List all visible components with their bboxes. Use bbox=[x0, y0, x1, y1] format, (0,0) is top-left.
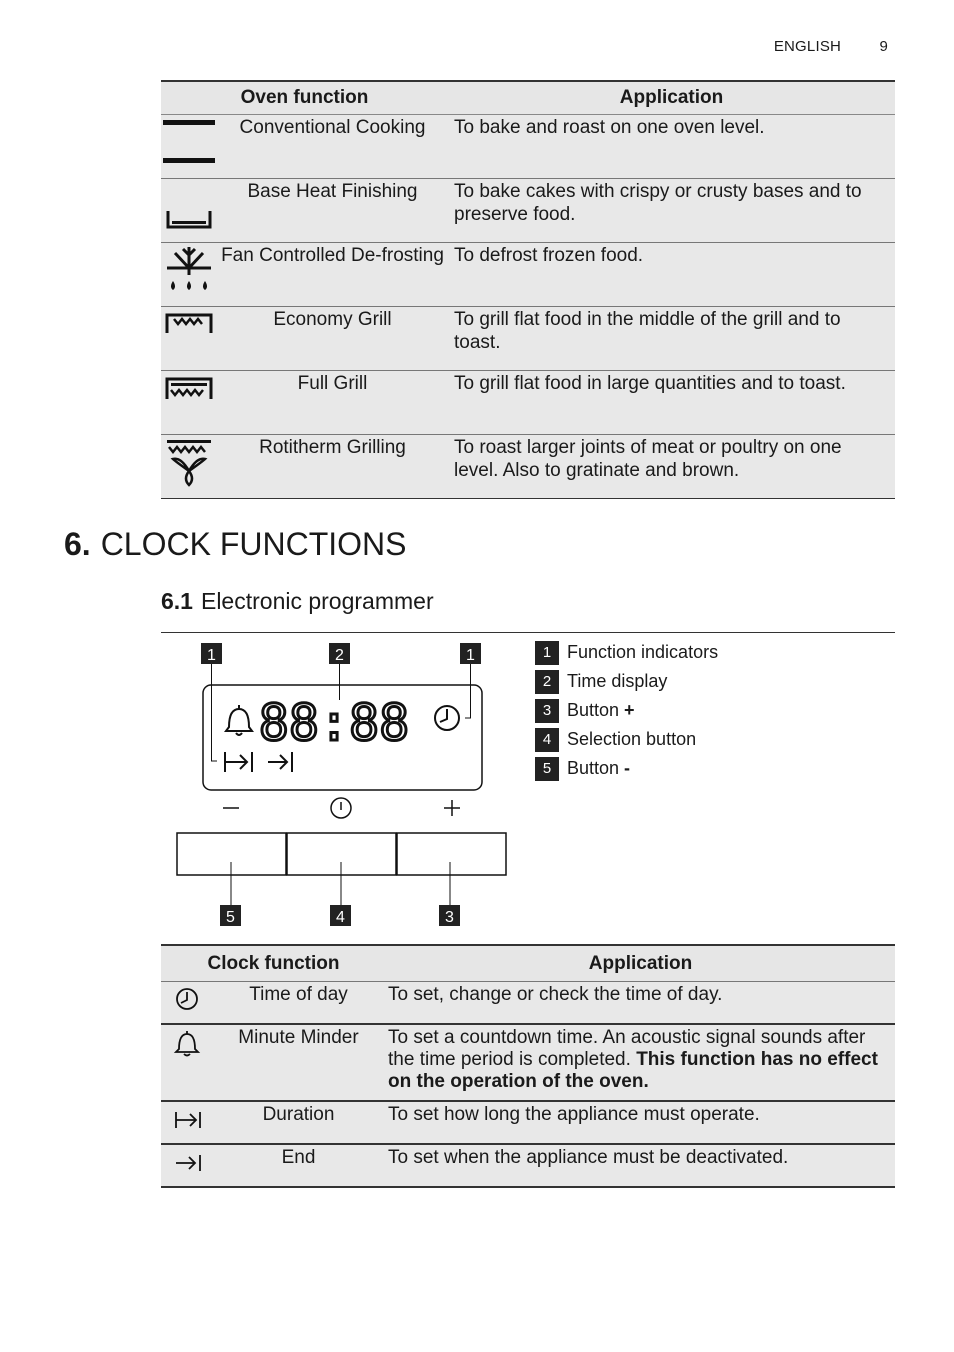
col-header-application: Application bbox=[448, 81, 895, 115]
function-name: Base Heat Finishing bbox=[217, 179, 448, 243]
power-icon bbox=[331, 798, 351, 818]
oven-function-table bbox=[161, 80, 895, 499]
clock-icon bbox=[435, 706, 459, 730]
function-name: Rotitherm Grilling bbox=[217, 435, 448, 499]
application-note: This function has no effect on the operation of the oven. bbox=[388, 1049, 878, 1092]
svg-text:1: 1 bbox=[466, 647, 475, 664]
function-name: Conventional Cooking bbox=[217, 115, 448, 179]
svg-text:1: 1 bbox=[207, 647, 216, 664]
clock-function-table bbox=[161, 944, 895, 1188]
programmer-diagram bbox=[161, 636, 521, 936]
table-row bbox=[161, 371, 895, 435]
table-row bbox=[161, 243, 895, 307]
function-application bbox=[386, 1024, 895, 1101]
legend-label: Function indicators bbox=[567, 642, 719, 662]
legend-number: 5 bbox=[535, 757, 559, 781]
legend-label: Selection button bbox=[567, 729, 697, 749]
legend-item bbox=[535, 754, 718, 783]
application-text: To set a countdown time. An acoustic signal sounds after the time period is completed. bbox=[388, 1027, 866, 1070]
col-header-clock-function: Clock function bbox=[161, 945, 386, 982]
conventional-cooking-icon bbox=[161, 115, 217, 179]
svg-text:2: 2 bbox=[335, 647, 344, 664]
rotitherm-icon bbox=[161, 435, 217, 499]
legend-number: 3 bbox=[535, 699, 559, 723]
legend-item bbox=[535, 667, 718, 696]
col-header-application: Application bbox=[386, 945, 895, 982]
section-heading bbox=[64, 526, 406, 563]
legend-symbol: + bbox=[624, 700, 635, 720]
bell-icon bbox=[161, 1024, 211, 1101]
callout-1-left bbox=[201, 643, 222, 664]
legend-item bbox=[535, 696, 718, 725]
legend-symbol: - bbox=[624, 758, 631, 778]
end-icon bbox=[161, 1144, 211, 1187]
table-row bbox=[161, 1144, 895, 1187]
table-row bbox=[161, 1024, 895, 1101]
time-display: 88:88 bbox=[258, 694, 410, 752]
defrost-icon bbox=[161, 243, 217, 307]
legend-label: Button bbox=[567, 758, 625, 778]
function-name: Economy Grill bbox=[217, 307, 448, 371]
callout-4 bbox=[330, 905, 351, 926]
callout-2 bbox=[329, 643, 350, 664]
table-row bbox=[161, 307, 895, 371]
plus-icon bbox=[444, 800, 460, 816]
table-row bbox=[161, 1101, 895, 1144]
svg-text:3: 3 bbox=[445, 909, 454, 926]
section-number: 6. bbox=[64, 526, 91, 562]
base-heat-icon bbox=[161, 179, 217, 243]
legend-label: Time display bbox=[567, 671, 668, 691]
legend-number: 1 bbox=[535, 641, 559, 665]
duration-icon bbox=[225, 752, 252, 772]
function-application: To set how long the appliance must operate. bbox=[386, 1101, 895, 1144]
divider bbox=[161, 632, 895, 633]
svg-text:5: 5 bbox=[226, 909, 235, 926]
function-application: To bake cakes with crispy or crusty bases and to preserve food. bbox=[448, 179, 895, 243]
function-application: To bake and roast on one oven level. bbox=[448, 115, 895, 179]
section-title: CLOCK FUNCTIONS bbox=[100, 526, 407, 562]
table-row bbox=[161, 115, 895, 179]
legend-label: Button bbox=[567, 700, 625, 720]
svg-text:4: 4 bbox=[336, 909, 345, 926]
page-number: 9 bbox=[879, 38, 888, 55]
legend-item bbox=[535, 725, 718, 754]
function-name: Time of day bbox=[211, 982, 386, 1025]
full-grill-icon bbox=[161, 371, 217, 435]
table-header-row bbox=[161, 945, 895, 982]
economy-grill-icon bbox=[161, 307, 217, 371]
function-application: To grill flat food in the middle of the grill and to toast. bbox=[448, 307, 895, 371]
function-application: To set when the appliance must be deactivated. bbox=[386, 1144, 895, 1187]
function-name: End bbox=[211, 1144, 386, 1187]
table-row bbox=[161, 179, 895, 243]
clock-icon bbox=[161, 982, 211, 1025]
callout-5 bbox=[220, 905, 241, 926]
col-header-oven-function: Oven function bbox=[161, 81, 448, 115]
legend-number: 4 bbox=[535, 728, 559, 752]
page-header bbox=[774, 38, 888, 55]
subsection-title: Electronic programmer bbox=[200, 588, 434, 614]
subsection-heading bbox=[161, 588, 434, 615]
end-icon bbox=[268, 752, 292, 772]
function-application: To roast larger joints of meat or poultry on one level. Also to gratinate and brown. bbox=[448, 435, 895, 499]
function-application: To grill flat food in large quantities and to toast. bbox=[448, 371, 895, 435]
duration-icon bbox=[161, 1101, 211, 1144]
table-header-row bbox=[161, 81, 895, 115]
function-name: Minute Minder bbox=[211, 1024, 386, 1101]
bell-icon bbox=[226, 705, 252, 735]
subsection-number: 6.1 bbox=[161, 588, 193, 614]
function-application: To defrost frozen food. bbox=[448, 243, 895, 307]
callout-3 bbox=[439, 905, 460, 926]
table-row bbox=[161, 982, 895, 1025]
function-name: Fan Controlled De-frosting bbox=[217, 243, 448, 307]
header-language: ENGLISH bbox=[773, 38, 842, 55]
plus-button bbox=[397, 833, 506, 875]
function-name: Full Grill bbox=[217, 371, 448, 435]
callout-1-right bbox=[460, 643, 481, 664]
diagram-legend bbox=[535, 638, 718, 783]
function-name: Duration bbox=[211, 1101, 386, 1144]
legend-number: 2 bbox=[535, 670, 559, 694]
legend-item bbox=[535, 638, 718, 667]
table-row bbox=[161, 435, 895, 499]
function-application: To set, change or check the time of day. bbox=[386, 982, 895, 1025]
